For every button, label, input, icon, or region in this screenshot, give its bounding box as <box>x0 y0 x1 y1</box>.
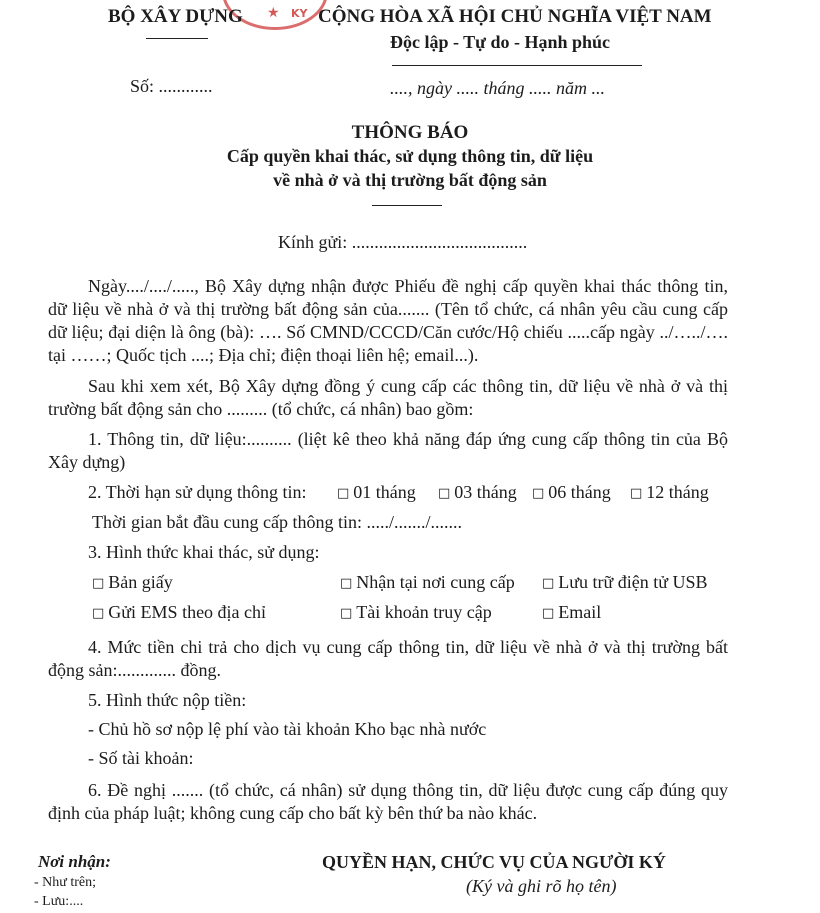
item-2-label: 2. Thời hạn sử dụng thông tin: <box>88 482 307 502</box>
option-account[interactable]: □ Tài khoản truy cập <box>340 602 492 622</box>
item-5-account: - Số tài khoản: <box>88 748 194 768</box>
signer-note: (Ký và ghi rõ họ tên) <box>466 876 617 896</box>
document-number: Số: ............ <box>130 76 213 96</box>
recipient-line: Kính gửi: ....................................... <box>278 232 528 252</box>
option-email[interactable]: □ Email <box>542 602 602 622</box>
motto: Độc lập - Tự do - Hạnh phúc <box>390 32 611 52</box>
recipients-title: Nơi nhận: <box>38 852 111 871</box>
checkbox-icon: □ <box>92 606 105 621</box>
option-usb[interactable]: □ Lưu trữ điện tử USB <box>542 572 708 592</box>
recipient-item: - Lưu:.... <box>34 894 84 909</box>
recipient-item: - Như trên; <box>34 875 97 890</box>
item-6-usage: 6. Đề nghị ....... (tổ chức, cá nhân) sử dụng thông tin, dữ liệu được cung cấp đúng quy định của pháp luật; không cung cấp cho bất kỳ bên thứ ba nào khác. <box>48 780 728 823</box>
item-2-start-date: Thời gian bắt đầu cung cấp thông tin: ...../......./....... <box>92 512 462 532</box>
option-03-month[interactable]: □ 03 tháng <box>438 482 517 502</box>
option-paper[interactable]: □ Bản giấy <box>92 572 173 592</box>
checkbox-icon: □ <box>438 486 451 501</box>
option-pickup[interactable]: □ Nhận tại nơi cung cấp <box>340 572 515 592</box>
option-06-month[interactable]: □ 06 tháng <box>532 482 611 502</box>
signer-title: QUYỀN HẠN, CHỨC VỤ CỦA NGƯỜI KÝ <box>322 852 666 872</box>
checkbox-icon: □ <box>532 486 545 501</box>
document-title: THÔNG BÁO <box>351 122 469 143</box>
option-ems[interactable]: □ Gửi EMS theo địa chỉ <box>92 602 267 622</box>
document-subtitle-line2: về nhà ở và thị trường bất động sản <box>273 170 547 190</box>
motto-underline <box>392 65 642 66</box>
checkbox-icon: □ <box>542 606 555 621</box>
option-12-month[interactable]: □ 12 tháng <box>630 482 709 502</box>
checkbox-icon: □ <box>542 576 555 591</box>
option-01-month[interactable]: □ 01 tháng <box>337 482 416 502</box>
paragraph-approval: Sau khi xem xét, Bộ Xây dựng đồng ý cung cấp các thông tin, dữ liệu về nhà ở và thị trường bất động sản cho ......... (tổ chức, cá nhân) bao gồm: <box>48 376 728 419</box>
checkbox-icon: □ <box>630 486 643 501</box>
item-5-treasury: - Chủ hồ sơ nộp lệ phí vào tài khoản Kho bạc nhà nước <box>88 719 487 739</box>
title-underline <box>372 205 442 206</box>
item-4-fee: 4. Mức tiền chi trả cho dịch vụ cung cấp thông tin, dữ liệu về nhà ở và thị trường bất động sản:............. đồng. <box>48 637 728 680</box>
ministry-name: BỘ XÂY DỰNG <box>108 6 243 27</box>
item-3-label: 3. Hình thức khai thác, sử dụng: <box>88 542 320 562</box>
document-date: ...., ngày ..... tháng ..... năm ... <box>390 78 605 98</box>
star-icon: ★ <box>267 6 280 21</box>
checkbox-icon: □ <box>340 606 353 621</box>
item-1-data: 1. Thông tin, dữ liệu:.......... (liệt kê theo khả năng đáp ứng cung cấp thông tin của Bộ Xây dựng) <box>48 429 728 472</box>
document-subtitle-line1: Cấp quyền khai thác, sử dụng thông tin, dữ liệu <box>226 146 594 166</box>
checkbox-icon: □ <box>337 486 350 501</box>
paragraph-request: Ngày..../..../....., Bộ Xây dựng nhận được Phiếu đề nghị cấp quyền khai thác thông tin, dữ liệu về nhà ở và thị trường bất động sản của....... (Tên tổ chức, cá nhân yêu cầu cung cấp dữ liệu; đại diện là ông (bà): …. Số CMND/CCCD/Căn cước/Hộ chiếu .....cấp ngày ../…../…. tại ……; Quốc tịch ....; Địa chỉ; điện thoại liên hệ; email...). <box>48 276 728 365</box>
checkbox-icon: □ <box>340 576 353 591</box>
ministry-underline <box>146 38 208 39</box>
item-5-label: 5. Hình thức nộp tiền: <box>88 690 247 710</box>
checkbox-icon: □ <box>92 576 105 591</box>
country-name: CỘNG HÒA XÃ HỘI CHỦ NGHĨA VIỆT NAM <box>318 6 712 27</box>
seal-lettering: KY <box>291 7 308 20</box>
